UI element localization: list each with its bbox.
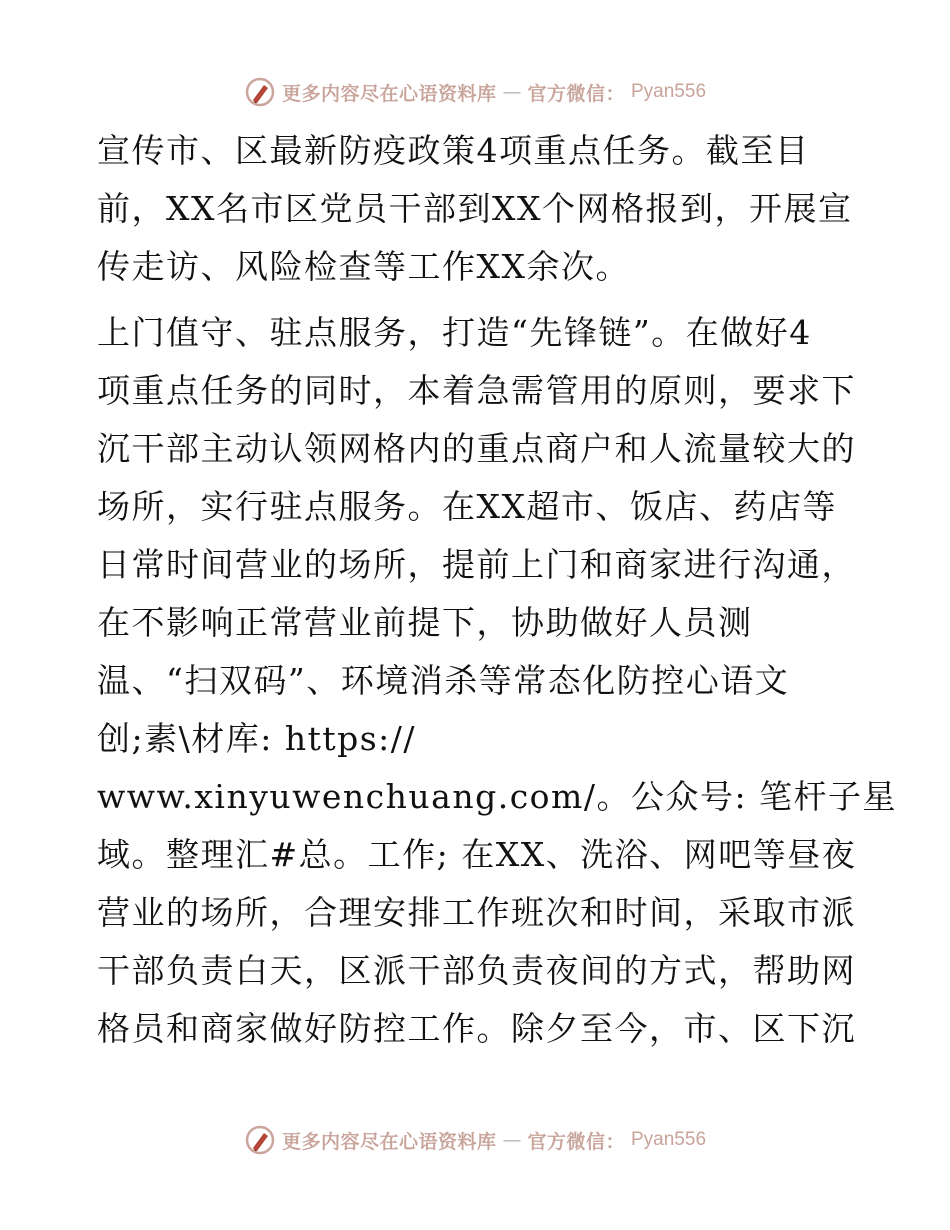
body-line: 沉干部主动认领网格内的重点商户和人流量较大的: [97, 429, 856, 468]
body-line: 日常时间营业的场所，提前上门和商家进行沟通，: [97, 545, 856, 584]
header-banner: [0, 72, 950, 112]
body-line: 宣传市、区最新防疫政策4项重点任务。截至目: [97, 131, 810, 170]
header-wechat-id: Pyan556: [631, 81, 707, 102]
header-wechat-label: 官方微信：: [527, 82, 625, 105]
footer-banner: [0, 1120, 950, 1160]
footer-wechat-id: Pyan556: [631, 1129, 707, 1150]
footer-wechat-label: 官方微信：: [527, 1130, 625, 1153]
header-separator: —: [502, 81, 522, 103]
footer-separator: —: [502, 1129, 522, 1151]
body-line: 营业的场所，合理安排工作班次和时间，采取市派: [97, 893, 856, 932]
body-line: 在不影响正常营业前提下，协助做好人员测: [97, 603, 753, 642]
body-line: 场所，实行驻点服务。在XX超市、饭店、药店等: [97, 487, 837, 526]
body-line: 温、“扫双码”、环境消杀等常态化防控心语文: [97, 661, 790, 700]
body-line: 干部负责白天，区派干部负责夜间的方式，帮助网: [97, 951, 856, 990]
body-line: 传走访、风险检查等工作XX余次。: [97, 247, 630, 286]
document-body: [97, 122, 898, 1058]
pen-logo-icon: [244, 1124, 276, 1156]
body-line: 创;素\材库: https://: [97, 719, 417, 758]
body-line: www.xinyuwenchuang.com/。公众号: 笔杆子星: [97, 777, 898, 816]
header-title: 更多内容尽在心语资料库: [281, 82, 497, 105]
footer-title: 更多内容尽在心语资料库: [281, 1130, 497, 1153]
body-line: 域。整理汇#总。工作; 在XX、洗浴、网吧等昼夜: [97, 835, 857, 874]
body-line: 前，XX名市区党员干部到XX个网格报到，开展宣: [97, 189, 853, 228]
pen-logo-icon: [244, 76, 276, 108]
body-line: 上门值守、驻点服务，打造“先锋链”。在做好4: [97, 313, 812, 352]
body-line: 项重点任务的同时，本着急需管用的原则，要求下: [97, 371, 856, 410]
body-line: 格员和商家做好防控工作。除夕至今，市、区下沉: [97, 1009, 856, 1048]
